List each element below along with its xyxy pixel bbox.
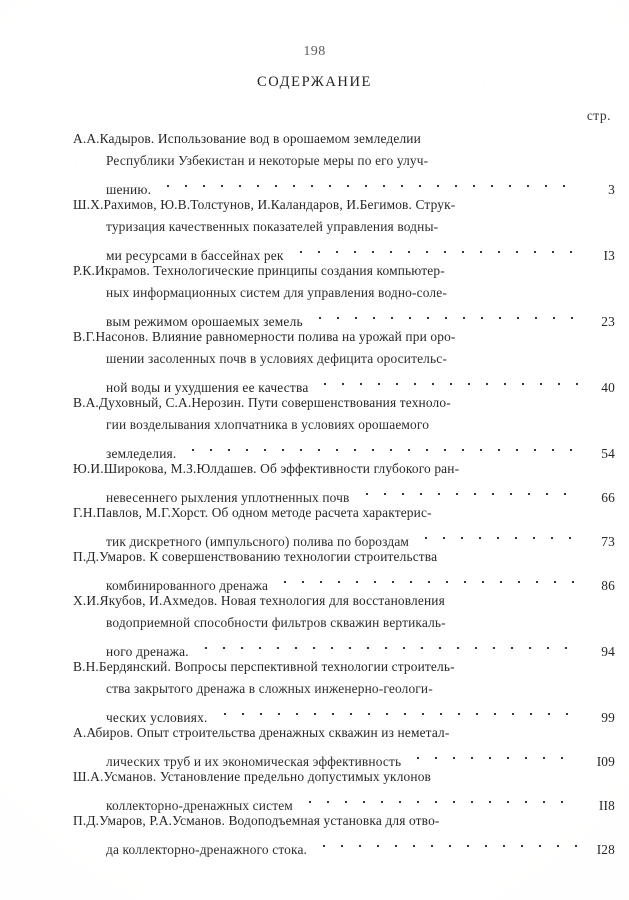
toc-entry-text: коллекторно-дренажных систем — [106, 798, 293, 813]
toc-entry-text: ной воды и ухудшения ее качества — [106, 380, 309, 395]
toc-page-number[interactable]: I3 — [603, 248, 615, 263]
toc-entry-line — [73, 150, 615, 172]
toc-entry-text: ства закрытого дренажа в сложных инженерно-геологи- — [106, 681, 433, 696]
toc-entry[interactable] — [73, 128, 615, 197]
toc-entry-line — [73, 348, 615, 370]
toc-entry-text: Р.К.Икрамов. Технологические принципы создания компьютер- — [73, 263, 445, 278]
dot-leader — [301, 788, 578, 810]
toc-entry-text: ного дренажа. — [106, 644, 189, 659]
toc-entry[interactable] — [73, 502, 615, 549]
dot-leader — [197, 634, 578, 656]
toc-entry[interactable] — [73, 590, 615, 659]
toc-entry-text: Республики Узбекистан и некоторые меры по его улуч- — [106, 153, 429, 168]
toc-entry-line — [73, 656, 615, 678]
toc-entry-text: да коллекторно-дренажного стока. — [106, 842, 308, 857]
page-title: СОДЕРЖАНИЕ — [257, 74, 372, 90]
toc-entry-line — [73, 502, 615, 524]
toc-entry-last-line — [73, 172, 615, 197]
toc-entry-text: Х.И.Якубов, И.Ахмедов. Новая технология для восстановления — [73, 593, 445, 608]
toc-entry-text: невесеннего рыхления уплотненных почв — [106, 490, 350, 505]
dot-leader — [315, 832, 578, 854]
toc-entry-text: В.А.Духовный, С.А.Нерозин. Пути совершенствования техноло- — [73, 395, 451, 410]
toc-entry-line — [73, 392, 615, 414]
toc-entry-line — [73, 326, 615, 348]
toc-entry-last-line — [73, 238, 615, 263]
toc-entry-text: тик дискретного (импульсного) полива по бороздам — [106, 534, 410, 549]
toc-entry[interactable] — [73, 546, 615, 593]
toc-entry-text: шении засоленных почв в условиях дефицита оросительс- — [106, 351, 447, 366]
toc-entry-last-line — [73, 436, 615, 461]
toc-entry-last-line — [73, 634, 615, 659]
toc-entry-text: Ю.И.Широкова, М.З.Юлдашев. Об эффективности глубокого ран- — [73, 461, 460, 476]
toc-page-number[interactable]: 40 — [601, 380, 615, 395]
toc-page-number[interactable]: I09 — [596, 754, 615, 769]
toc-entry-text: водоприемной способности фильтров скважин вертикаль- — [106, 615, 446, 630]
toc-entry[interactable] — [73, 766, 615, 813]
toc-entry-text: В.Г.Насонов. Влияние равномерности полива на урожай при оро- — [73, 329, 456, 344]
toc-page-number[interactable]: 99 — [601, 710, 615, 725]
toc-entry-line — [73, 678, 615, 700]
toc-entry-text: туризация качественных показателей управления водны- — [106, 219, 439, 234]
dot-leader — [409, 744, 578, 766]
toc-entry-line — [73, 128, 615, 150]
toc-entry-line — [73, 590, 615, 612]
toc-entry-text: вым режимом орошаемых земель — [106, 314, 303, 329]
dot-leader — [276, 568, 578, 590]
toc-entry[interactable] — [73, 260, 615, 329]
toc-entry-text: лических труб и их экономическая эффективность — [106, 754, 402, 769]
toc-entry[interactable] — [73, 392, 615, 461]
toc-entry-line — [73, 194, 615, 216]
toc-entry-line — [73, 282, 615, 304]
toc-entry-text: комбинированного дренажа — [106, 578, 269, 593]
toc-entry-line — [73, 216, 615, 238]
toc-entry-line — [73, 260, 615, 282]
toc-entry-text: земледелия. — [106, 446, 177, 461]
toc-entry-last-line — [73, 370, 615, 395]
toc-entry-last-line — [73, 788, 615, 813]
toc-page-number[interactable]: I28 — [596, 842, 615, 857]
toc-page-number[interactable]: 86 — [601, 578, 615, 593]
dot-leader — [216, 700, 578, 722]
toc-entry-text: гии возделывания хлопчатника в условиях орошаемого — [106, 417, 430, 432]
dot-leader — [159, 172, 578, 194]
toc-page-number[interactable]: II8 — [598, 798, 615, 813]
dot-leader — [292, 238, 578, 260]
toc-entry[interactable] — [73, 458, 615, 505]
toc-entry[interactable] — [73, 194, 615, 263]
toc-entry[interactable] — [73, 326, 615, 395]
dot-leader — [316, 370, 578, 392]
toc-page-number[interactable]: 54 — [601, 446, 615, 461]
toc-page-number[interactable]: 3 — [608, 182, 615, 197]
dot-leader — [184, 436, 578, 458]
toc-page-number[interactable]: 66 — [601, 490, 615, 505]
toc-entry-text: шению. — [106, 182, 152, 197]
toc-entry-text: А.А.Кадыров. Использование вод в орошаемом земледелии — [73, 131, 421, 146]
toc-entry[interactable] — [73, 810, 615, 857]
toc-entry-text: А.Абиров. Опыт строительства дренажных скважин из неметал- — [73, 725, 450, 740]
toc-entry-text: П.Д.Умаров, Р.А.Усманов. Водоподъемная установка для отво- — [73, 813, 440, 828]
toc-page-number[interactable]: 73 — [601, 534, 615, 549]
toc-entry-line — [73, 612, 615, 634]
toc-entry-last-line — [73, 480, 615, 505]
toc-entry-text: В.Н.Бердянский. Вопросы перспективной технологии строитель- — [73, 659, 455, 674]
toc-entry-text: ми ресурсами в бассейнах рек — [106, 248, 284, 263]
toc-entry[interactable] — [73, 722, 615, 769]
toc-entry-last-line — [73, 304, 615, 329]
dot-leader — [358, 480, 578, 502]
toc-entry-text: Г.Н.Павлов, М.Г.Хорст. Об одном методе расчета характерис- — [73, 505, 432, 520]
table-of-contents — [73, 128, 615, 857]
toc-entry-text: П.Д.Умаров. К совершенствованию технологии строительства — [73, 549, 438, 564]
toc-entry-line — [73, 458, 615, 480]
toc-entry-text: Ш.Х.Рахимов, Ю.В.Толстунов, И.Каландаров, И.Бегимов. Струк- — [73, 197, 456, 212]
folio-page-number: 198 — [303, 44, 326, 59]
toc-entry-line — [73, 546, 615, 568]
dot-leader — [417, 524, 578, 546]
dot-leader — [311, 304, 578, 326]
page-column-header: стр. — [586, 108, 611, 123]
toc-entry-last-line — [73, 568, 615, 593]
toc-entry[interactable] — [73, 656, 615, 725]
toc-page-number[interactable]: 94 — [601, 644, 615, 659]
toc-entry-last-line — [73, 832, 615, 857]
toc-entry-line — [73, 810, 615, 832]
toc-entry-last-line — [73, 524, 615, 549]
toc-entry-last-line — [73, 744, 615, 769]
toc-entry-text: Ш.А.Усманов. Установление предельно допустимых уклонов — [73, 769, 432, 784]
toc-entry-line — [73, 766, 615, 788]
toc-entry-text: ческих условиях. — [106, 710, 208, 725]
toc-page-number[interactable]: 23 — [601, 314, 615, 329]
toc-entry-line — [73, 722, 615, 744]
toc-entry-text: ных информационных систем для управления водно-соле- — [106, 285, 447, 300]
toc-entry-last-line — [73, 700, 615, 725]
toc-entry-line — [73, 414, 615, 436]
